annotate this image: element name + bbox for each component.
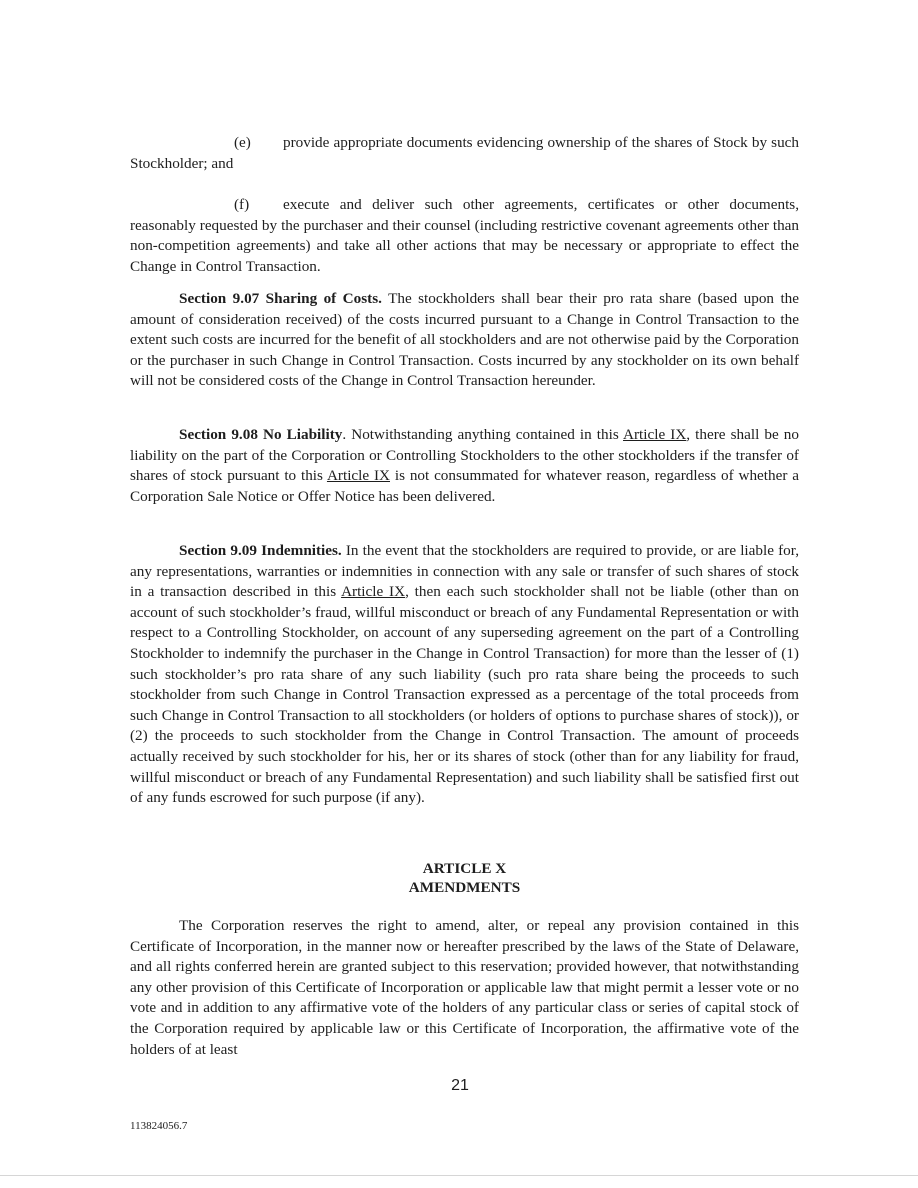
- article-x-subtitle: AMENDMENTS: [408, 879, 521, 896]
- section-9-08: [130, 425, 799, 507]
- document-id: 113824056.7: [130, 1120, 188, 1132]
- page-number: 21: [451, 1077, 469, 1094]
- section-9-09-text-2: , then each such stockholder shall not be liable (other than on account of such stockholder’s fraud, willful misconduct or breach of any Fundamental Representation or with respect to a Controlling Stockholder, on account of any superseding agreement on the part of a Controlling Stockholder to indemnify the purchaser in the Change in Control Transaction) for more than the lesser of (1) such stockholder’s pro rata share of any such liability (such pro rata share being the proceeds to such stockholder from such Change in Control Transaction expressed as a percentage of the total proceeds from such Change in Control Transaction to all stockholders (or holders of options to purchase shares of stock)), or (2) the proceeds to such stockholder from the Change in Control Transaction. The amount of proceeds actually received by such stockholder for his, her or its shares of stock (other than for any liability for fraud, willful misconduct or breach of any Fundamental Representation) and such liability shall be satisfied first out of any funds escrowed for such purpose (if any).: [130, 583, 800, 807]
- list-item-f: [130, 195, 799, 277]
- article-x-body: [130, 916, 799, 1060]
- article-ix-reference-link: Article IX: [326, 467, 390, 485]
- page-bottom-edge: [0, 1175, 918, 1176]
- section-9-09: [130, 541, 799, 809]
- section-9-07-text: The stockholders shall bear their pro rata share (based upon the amount of consideration received) of the costs incurred pursuant to a Change in Control Transaction to the extent such costs are incurred for the benefit of all stockholders and are not otherwise paid by the Corporation or the purchaser in such Change in Control Transaction. Costs incurred by any stockholder on its own behalf will not be considered costs of the Change in Control Transaction hereunder.: [130, 290, 799, 390]
- list-item-f-text: execute and deliver such other agreements, certificates or other documents, reasonably requested by the purchaser and their counsel (including restrictive covenant agreements other than non-competition agreements) and take all other actions that may be necessary or appropriate to effect the Change in Control Transaction.: [130, 196, 799, 275]
- section-9-07: [130, 289, 799, 392]
- section-9-08-text-1: . Notwithstanding anything contained in this: [342, 426, 624, 443]
- article-ix-reference-link: Article IX: [623, 426, 687, 443]
- section-9-07-heading: Section 9.07 Sharing of Costs.: [179, 290, 382, 307]
- article-ix-reference-link: Article IX: [341, 583, 406, 601]
- list-item-e-label: (e): [234, 134, 251, 151]
- article-x-title: ARTICLE X: [422, 860, 507, 877]
- section-9-08-text-3: is not consummated for whatever reason, regardless of whether a Corporation Sale Notice or Offer Notice has been delivered.: [130, 467, 799, 505]
- section-9-08-heading: Section 9.08 No Liability: [179, 426, 343, 443]
- section-9-09-heading: Section 9.09 Indemnities.: [179, 542, 342, 559]
- list-item-f-label: (f): [234, 196, 250, 213]
- article-x-text: The Corporation reserves the right to amend, alter, or repeal any provision contained in this Certificate of Incorporation, in the manner now or hereafter prescribed by the laws of the State of Delaware, and all rights conferred herein are granted subject to this reservation; provided however, that notwithstanding any other provision of this Certificate of Incorporation or applicable law that might permit a lesser vote or no vote and in addition to any affirmative vote of the holders of any particular class or series of capital stock of the Corporation required by applicable law or this Certificate of Incorporation, the affirmative vote of the holders of at least: [130, 917, 799, 1058]
- list-item-e: [130, 133, 799, 174]
- section-9-09-text-1: In the event that the stockholders are required to provide, or are liable for, any representations, warranties or indemnities in connection with any sale or transfer of such shares of stock in a transaction described in this: [130, 542, 799, 601]
- section-9-08-text-2: , there shall be no liability on the part of the Corporation or Controlling Stockholders to the other stockholders if the transfer of shares of stock pursuant to this: [130, 426, 799, 485]
- list-item-e-text: provide appropriate documents evidencing ownership of the shares of Stock by such Stockholder; and: [130, 134, 799, 172]
